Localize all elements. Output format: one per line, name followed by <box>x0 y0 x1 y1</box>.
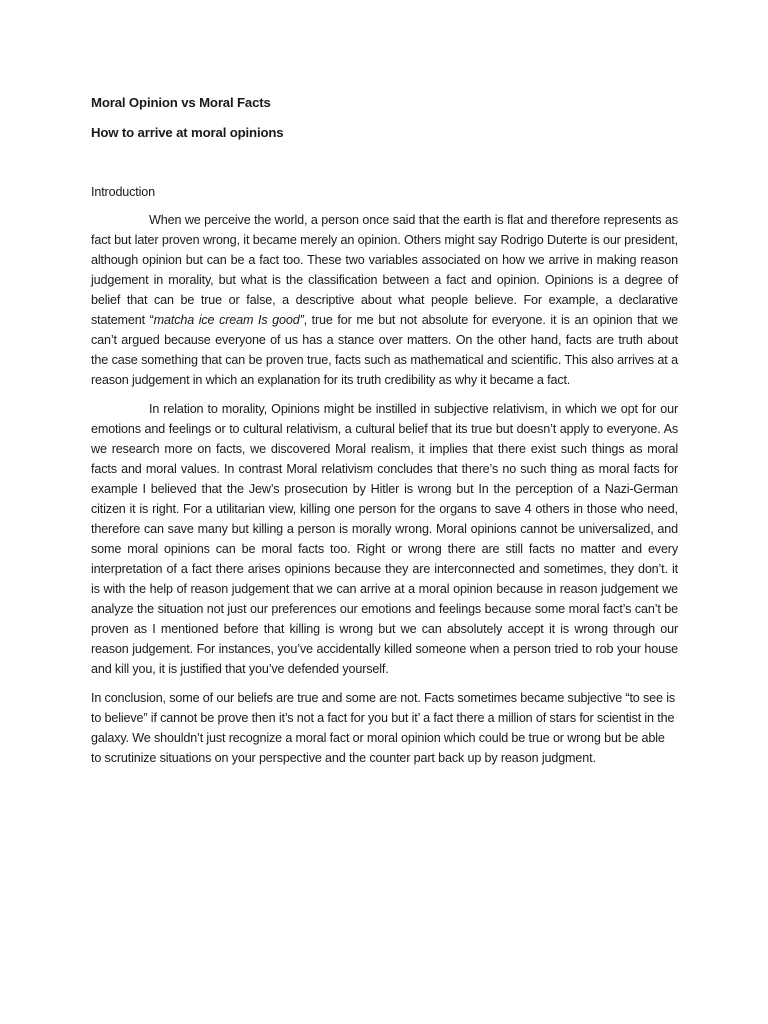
paragraph-introduction <box>91 210 678 390</box>
document-subtitle: How to arrive at moral opinions <box>91 125 284 140</box>
paragraph-introduction-text-1: When we perceive the world, a person once said that the earth is flat and therefore represents as fact but later proven wrong, it became merely an opinion. Others might say Rodrigo Duterte is our president, although opinion but can be a fact too. These two variables associated on how we arrive in making reason judgement in morality, but what is the classification between a fact and opinion. Opinions is a degree of belief that can be true or false, a descriptive about what people believe. For example, a declarative statement “ <box>91 213 678 327</box>
paragraph-introduction-text-2: , true for me but not absolute for everyone. it is an opinion that we can’t argued because everyone of us has a stance over matters. On the other hand, facts are truth about the case something that can be proven true, facts such as mathematical and scientific. This also arrives at a reason judgement in which an explanation for its truth credibility as why it became a fact. <box>91 313 678 387</box>
paragraph-conclusion: In conclusion, some of our beliefs are true and some are not. Facts sometimes became subjective “to see is to believe” if cannot be prove then it’s not a fact for you but it’ a fact there a million of stars for scientist in the galaxy. We shouldn’t just recognize a moral fact or moral opinion which could be true or wrong but be able to scrutinize situations on your perspective and the counter part back up by reason judgment. <box>91 691 675 765</box>
example-statement: matcha ice cream Is good” <box>153 313 304 327</box>
paragraph-morality: In relation to morality, Opinions might be instilled in subjective relativism, in which we opt for our emotions and feelings or to cultural relativism, a cultural belief that its true but doesn’t apply to everyone. As we research more on facts, we discovered Moral realism, it implies that there exist such things as moral facts and moral values. In contrast Moral relativism concludes that there’s no such thing as moral facts for example I believed that the Jew’s prosecution by Hitler is wrong but In the perception of a Nazi-German citizen it is right. For a utilitarian view, killing one person for the organs to save 4 others in those who need, therefore can save many but killing a person is morally wrong. Moral opinions cannot be universalized, and some moral opinions can be moral facts too. Right or wrong there are still facts no matter and every interpretation of a fact there arises opinions because they are interconnected and sometimes, they don’t. it is with the help of reason judgement that we can arrive at a moral opinion because in reason judgement we analyze the situation not just our preferences our emotions and feelings because some moral fact’s can’t be proven as I mentioned before that killing is wrong but we can absolutely accept it is wrong through our reason judgement. For instances, you’ve accidentally killed someone when a person tried to rob your house and kill you, it is justified that you’ve defended yourself. <box>91 402 678 676</box>
section-heading-introduction: Introduction <box>91 185 156 199</box>
document-body <box>91 94 678 768</box>
document-title: Moral Opinion vs Moral Facts <box>91 95 271 110</box>
